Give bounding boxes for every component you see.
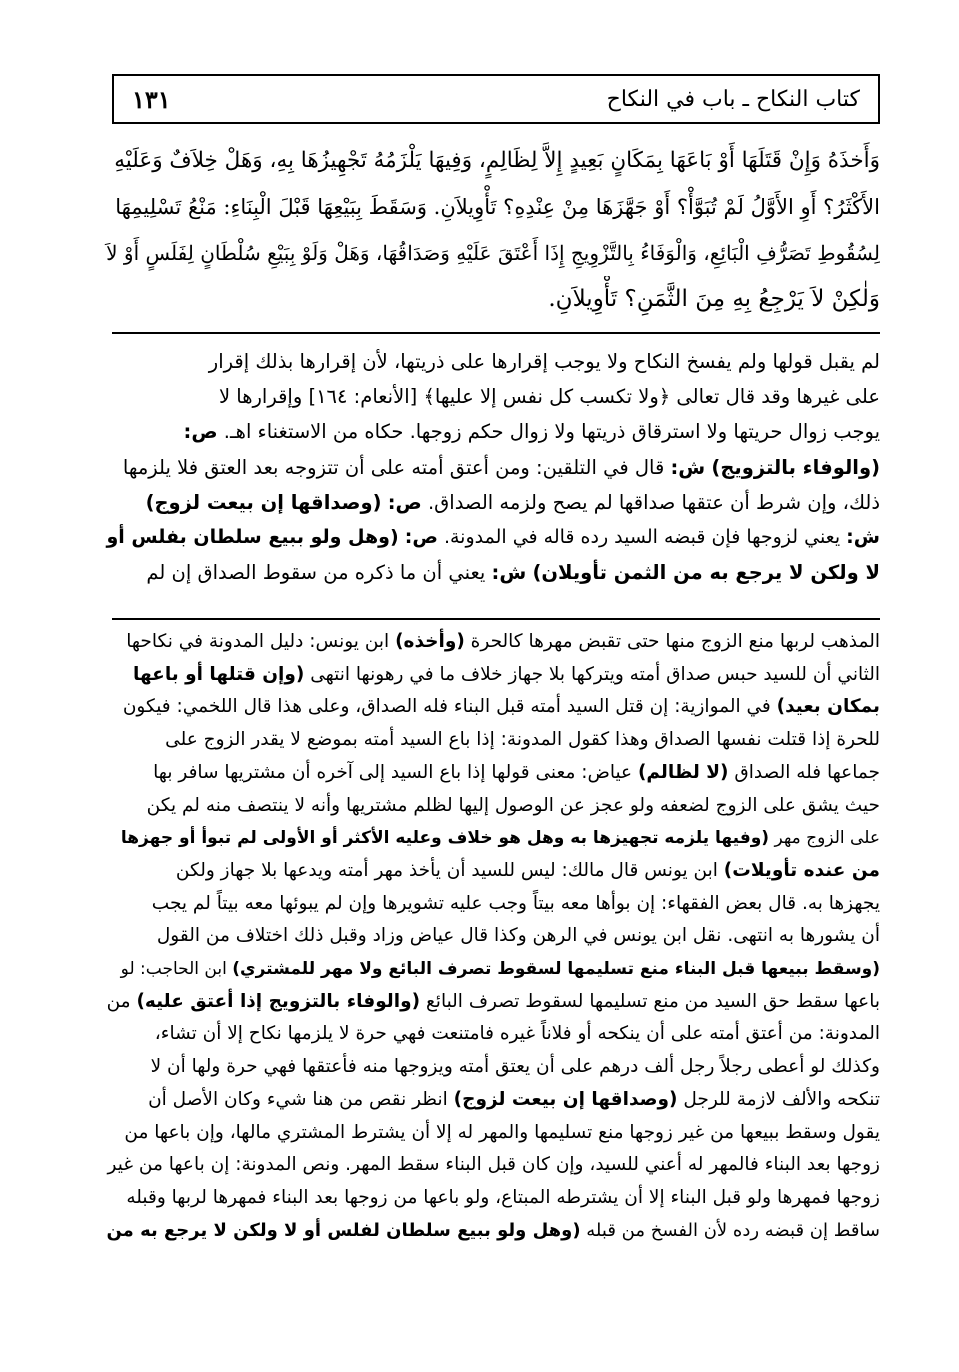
commentary-line: لا ولكن لا يرجع به من الثمن تأويلان) ش: يعني أن ما ذكره من سقوط الصداق إن لم (146, 561, 880, 585)
commentary-line: ساقط إن قبضه رده لأن الفسخ من قبله (وهل ولو ببيع سلطان لفلس أو لا ولكن لا يرجع به من (106, 1219, 880, 1241)
commentary-line: على غيرها وقد قال تعالى ﴿ولا تكسب كل نفس إلا عليها﴾ [الأنعام: ١٦٤] وإقرارها لا (218, 385, 880, 409)
commentary-line: للحرة إذا قتلت نفسها الصداق وهذا كقول المدونة: إذا باع السيد أمته بموضع لا يقدر الزوج على (165, 729, 880, 751)
commentary-line: زوجها فمهرها ولو قبل البناء إلا أن يشترطه المبتاع، ولو باعها من زوجها بعد البناء فمهرها لربها وقبله (126, 1186, 880, 1208)
commentary-line: الثاني أن للسيد حبس صداق أمته ويتركها بلا جهاز خلاف ما في رهونها انتهى (وإن قتلها أو باعها (133, 663, 880, 685)
commentary-line: جماعها فله الصداق (لا لظالم) عياض: معنى قولها إذا باع السيد إلى آخره أن مشتريها سافر بها (153, 761, 880, 783)
header-title: كتاب النكاح ـ باب في النكاح (606, 86, 860, 112)
commentary-block-1 (100, 344, 880, 590)
commentary-block-2 (100, 626, 880, 1247)
commentary-line: لم يقبل قولها ولم يفسخ النكاح ولا يوجب إقرارها على ذريتها، لأن إقرارها بذلك إقرار (208, 350, 880, 373)
matn-line: الأَكْثَرُ؟ أَوِ الأَوَّلُ لَمْ تُبَوَّأْ؟ أَوْ جَهَّزَهَا مِنْ عِنْدِهِ؟ تَأْوِيلاَنِ. وَسَقَطَ بِبَيْعِهَا قَبْلَ الْبِنَاءِ: مَنْعُ تَسْلِيمِهَا (115, 195, 880, 219)
commentary-line: ش: يعني لزوجها فإن قبضه السيد رده قاله في المدونة. ص: (وهل ولو ببيع سلطان بفلس أو (106, 526, 880, 549)
matn-line: لِسُقُوطِ تَصَرُّفِ الْبَائِعِ، وَالْوَفَاءُ بِالتَّزْوِيجِ إِذَا أَعْتَقَ عَلَيْهِ وَصَدَاقُهَا، وَهَلْ وَلَوْ بِبَيْعِ سُلْطَانٍ لِفَلَسٍ أَوْ لاَ (106, 241, 880, 265)
commentary-line: حيث يشق على الزوج لضعفه ولو عجز عن الوصول إليها لظلم مشتريها وأنه لا ينتصف منه لم يكن (146, 794, 880, 816)
commentary-line: على الزوج مهر (وفيها يلزمه تجهيزها به وهل هو خلاف وعليه الأكثر أو الأولى لم تبوأ أو جهزها (120, 828, 880, 849)
commentary-line: بمكان بعيد) في الموازية: إن قتل السيد أمته قبل البناء فله الصداق، وعلى هذا قال اللخمي: فيكون (122, 696, 880, 718)
commentary-line: المدونة: من أعتق أمته على أن ينكحه أو فلاناً غيره فامتنعت فهي حرة لا يلزمها نكاح إلا أن تشاء، (154, 1023, 880, 1045)
commentary-line: يوجب زوال حريتها ولا استرقاق ذريتها ولا زوال حكم زوجها. حكاه من الاستغناء اهـ. ص: (183, 420, 880, 444)
commentary-line: وكذلك لو أعطى رجلاً رجل ألف درهم على أن يعتق أمته ويزوجها منه فأعتقها فهي حرة ولها أن لا (150, 1056, 880, 1078)
commentary-line: زوجها بعد البناء فالمهر له أعني للسيد، وإن كان قبل البناء سقط المهر. ونص المدونة: إن باعها من غير (107, 1154, 880, 1176)
running-header (112, 74, 880, 124)
commentary-line: (والوفاء بالتزويج) ش: قال في التلقين: ومن أعتق أمته على أن تتزوجه بعد العتق فلا يلزمها (122, 455, 880, 479)
commentary-line: باعها سقط حق السيد من منع تسليمها لسقوط تصرف البائع (والوفاء بالتزويج إذا أعتق عليه) من (106, 990, 880, 1012)
commentary-line: ذلك، وإن شرط أن عتقها صداقها لم يصح ولزمه الصداق. ص: (وصداقها إن بيعت لزوج) (145, 490, 880, 514)
commentary-line: (وسقط ببيعها قبل البناء منع تسليمها لسقوط تصرف البائع ولا مهر للمشتري) ابن الحاجب: لو (120, 959, 880, 980)
commentary-line: تنكحه والألف لازمة للرجل (وصداقها إن بيعت لزوج) انظر نقص من هنا شيء وكان الأصل أن (148, 1088, 880, 1110)
commentary-line: يجهزها به. قال بعض الفقهاء: إن بوأها معه بيتاً وجب عليه تشويرها وإن لم يبوئها معه بيتاً لم يجب (151, 892, 880, 914)
section-divider (112, 618, 880, 620)
commentary-line: أن يشورها به انتهى. نقل ابن يونس في الرهن وكذا قال عياض وزاد وقبل ذلك اختلاف من القول (156, 925, 880, 947)
commentary-line: من عنده تأويلات) ابن يونس قال مالك: ليس للسيد أن يأخذ مهر أمته ويدعها بلا جهاز ولكن (175, 859, 880, 881)
matn-line: وَأَخذَهُ وَإِنْ قَتَلَهَا أَوْ بَاعَهَا بِمَكَانٍ بَعِيدٍ إِلاَّ لِظَالِمٍ، وَفِيهَا يَلْزَمُهُ تَجْهِيزُهَا بِهِ، وَهَلْ خِلاَفٌ وَعَلَيْهِ (114, 148, 880, 173)
commentary-line: المذهب لربها منع الزوج منها حتى تقبض مهرها كالحرة (وأخذه) ابن يونس: دليل المدونة في نكاحها (126, 631, 880, 652)
matn-line: وَلٰكِنْ لاَ يَرْجِعُ بِهِ مِنَ الثَّمَنِ؟ تَأْوِيلاَنِ. (548, 286, 880, 312)
page-number: ١٣١ (132, 84, 171, 114)
commentary-line: يقول وسقط ببيعها من غير زوجها منع تسليمها والمهر له إلا أن يشترط المشتري مالها، وإن باعها من (124, 1121, 880, 1143)
matn-text (100, 138, 880, 322)
section-divider (112, 332, 880, 334)
